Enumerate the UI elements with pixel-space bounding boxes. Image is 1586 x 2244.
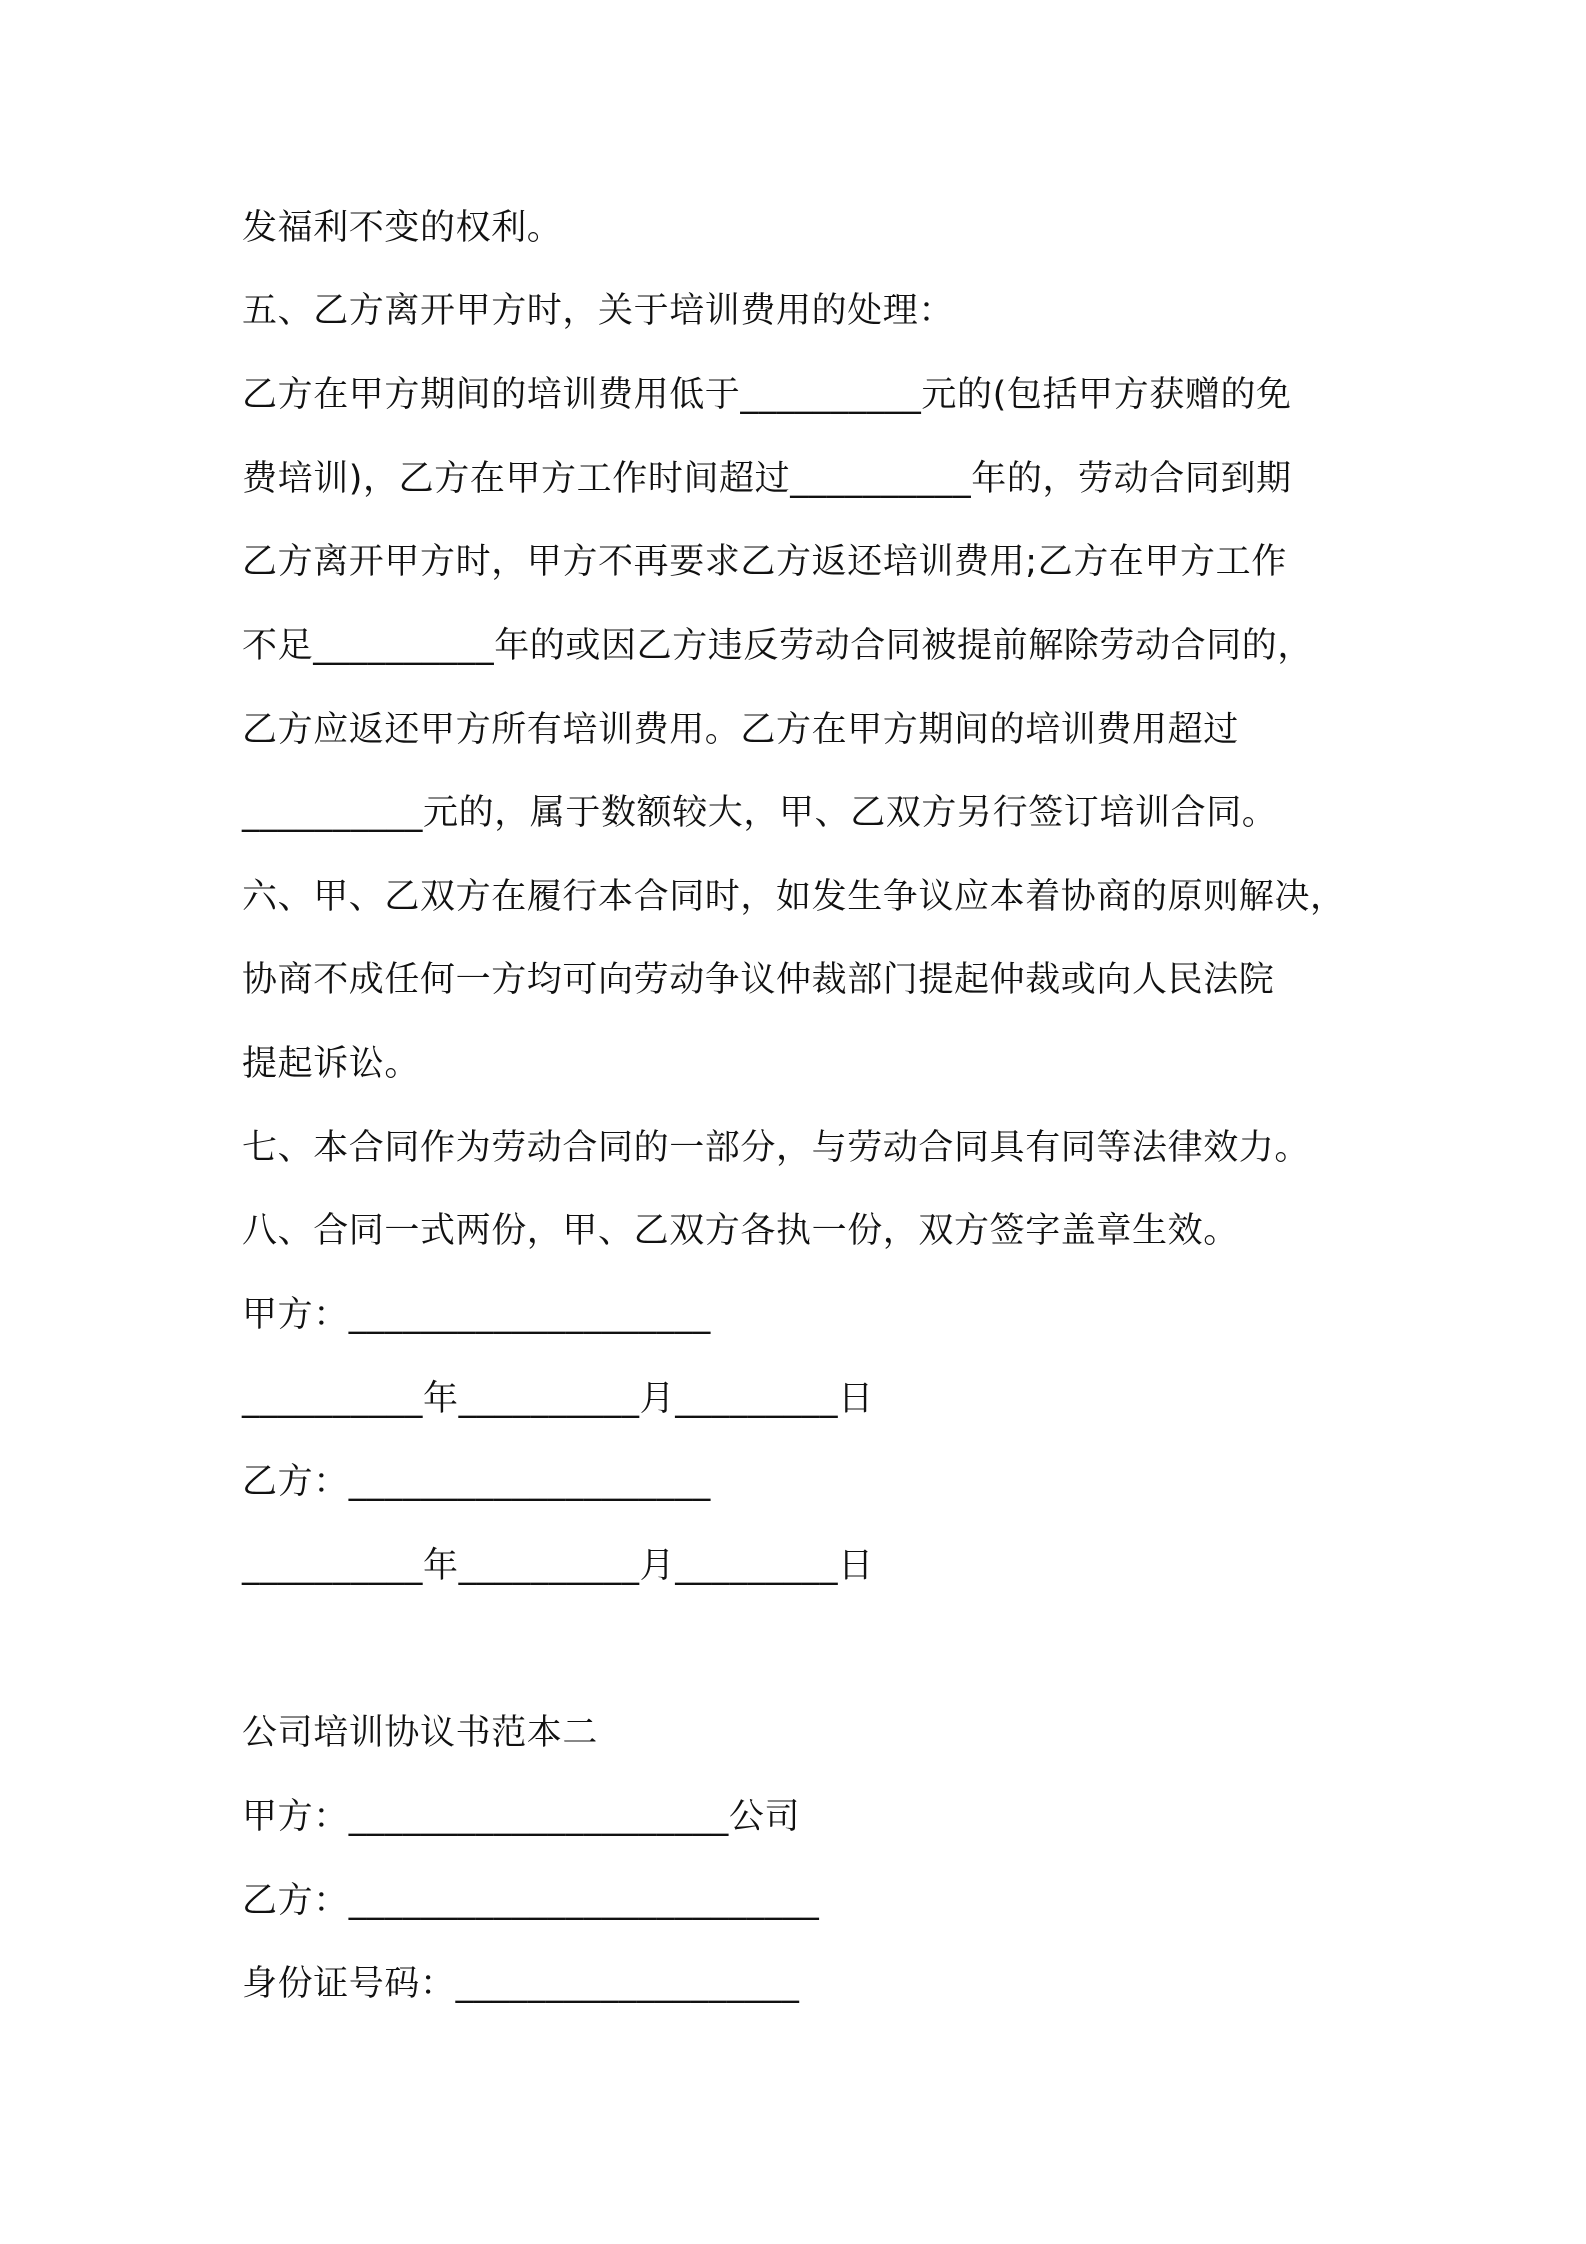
- party-a-date-line: __________年__________月_________日: [242, 1379, 874, 1419]
- section-6-text: 六、甲、乙双方在履行本合同时，如发生争议应本着协商的原则解决，: [242, 877, 1346, 917]
- text-line: 乙方应返还甲方所有培训费用。乙方在甲方期间的培训费用超过: [242, 710, 1239, 750]
- text-line: 费培训)，乙方在甲方工作时间超过__________年的，劳动合同到期: [242, 459, 1292, 499]
- party-b-line: 乙方：__________________________: [242, 1881, 820, 1921]
- text-line: 提起诉讼。: [242, 1044, 421, 1084]
- template-2-title: 公司培训协议书范本二: [242, 1713, 599, 1753]
- party-a-company-line: 甲方：_____________________公司: [242, 1797, 801, 1837]
- section-5-heading: 五、乙方离开甲方时，关于培训费用的处理：: [242, 291, 955, 331]
- section-8-text: 八、合同一式两份，甲、乙双方各执一份，双方签字盖章生效。: [242, 1211, 1239, 1251]
- text-line: 不足__________年的或因乙方违反劳动合同被提前解除劳动合同的，: [242, 626, 1314, 666]
- party-b-date-line: __________年__________月_________日: [242, 1546, 874, 1586]
- text-line: 发福利不变的权利。: [242, 208, 563, 248]
- section-7-text: 七、本合同作为劳动合同的一部分，与劳动合同具有同等法律效力。: [242, 1128, 1311, 1168]
- text-line: 乙方离开甲方时，甲方不再要求乙方返还培训费用;乙方在甲方工作: [242, 542, 1287, 582]
- party-b-signature-line: 乙方：____________________: [242, 1462, 711, 1502]
- text-line: __________元的，属于数额较大，甲、乙双方另行签订培训合同。: [242, 793, 1278, 833]
- text-line: 协商不成任何一方均可向劳动争议仲裁部门提起仲裁或向人民法院: [242, 960, 1275, 1000]
- id-number-line: 身份证号码：___________________: [242, 1964, 800, 2004]
- text-line: 乙方在甲方期间的培训费用低于__________元的(包括甲方获赠的免: [242, 375, 1292, 415]
- party-a-signature-line: 甲方：____________________: [242, 1295, 711, 1335]
